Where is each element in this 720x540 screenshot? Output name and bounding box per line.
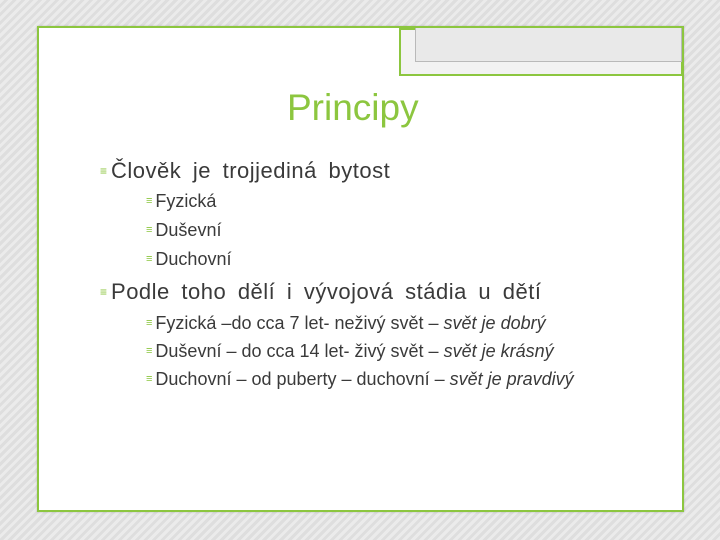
wifi-signal-icon: ≡ [146,373,153,385]
sub-bullet-stage-mental [146,339,554,363]
sub-bullet-text: Duchovní – od puberty – duchovní – svět je pravdivý [155,369,574,389]
wifi-signal-icon: ≡ [146,195,153,207]
bullet-item-person [100,157,390,185]
bullet-text: Podle toho dělí i vývojová stádia u dětí [111,279,542,304]
corner-decoration-inner [415,28,682,62]
sub-bullet-spiritual [146,247,231,271]
sub-bullet-text: Fyzická –do cca 7 let- neživý svět – svět je dobrý [155,313,546,333]
sub-bullet-stage-spiritual [146,367,574,391]
wifi-signal-icon: ≡ [100,285,108,299]
wifi-signal-icon: ≡ [146,253,153,265]
slide-title: Principy [287,87,419,128]
bullet-item-stages [100,278,541,306]
sub-bullet-physical [146,189,216,213]
sub-bullet-text: Duševní [155,220,222,240]
wifi-signal-icon: ≡ [100,164,108,178]
sub-bullet-stage-physical [146,311,546,335]
sub-bullet-mental [146,218,221,242]
sub-bullet-text: Fyzická [155,191,217,211]
sub-bullet-text: Duchovní [155,249,232,269]
sub-bullet-text: Duševní – do cca 14 let- živý svět – svět je krásný [155,341,554,361]
wifi-signal-icon: ≡ [146,224,153,236]
wifi-signal-icon: ≡ [146,317,153,329]
bullet-text: Člověk je trojjediná bytost [111,158,391,183]
wifi-signal-icon: ≡ [146,345,153,357]
